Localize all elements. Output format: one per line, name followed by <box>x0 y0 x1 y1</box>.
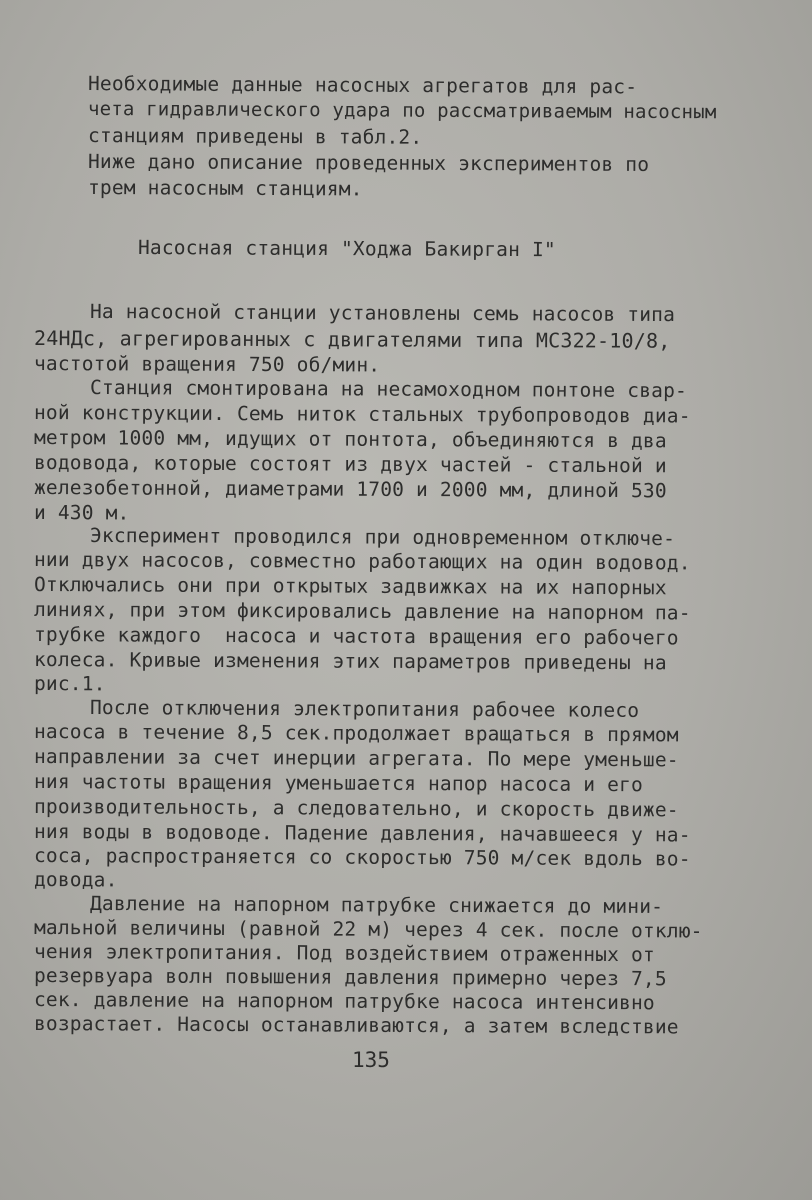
paragraph-4-line-1: После отключения электропитания рабочее колесо <box>89 696 640 722</box>
paragraph-4-line-7: соса, распространяется со скоростью 750 м/сек вдоль во- <box>33 844 691 871</box>
intro-line-1: Необходимые данные насосных агрегатов для рас- <box>87 72 638 99</box>
paragraph-3-line-1: Эксперимент проводился при одновременном отключе- <box>89 524 676 551</box>
paragraph-5-line-6: возрастает. Насосы останавливаются, а затем вследствие <box>33 1012 679 1039</box>
paragraph-1-line-2: 24НДс, агрегированных с двигателями типа МС322-10/8, <box>33 326 671 353</box>
intro-line-2: чета гидравлического удара по рассматриваемым насосным <box>87 98 717 124</box>
paragraph-5-line-1: Давление на напорном патрубке снижается до мини- <box>89 892 664 919</box>
paragraph-4-line-3: направлении за счет инерции агрегата. По мере уменьше- <box>33 745 679 772</box>
paragraph-4-line-8: довода. <box>33 868 118 892</box>
paragraph-3-line-2: нии двух насосов, совместно работающих на один водовод. <box>33 548 691 575</box>
paragraph-2-line-5: железобетонной, диаметрами 1700 и 2000 мм, длиной 530 <box>33 476 667 503</box>
paragraph-2-line-1: Станция смонтирована на несамоходном понтоне свар- <box>89 376 688 403</box>
paragraph-2-line-4: водовода, которые состоят из двух частей - стальной и <box>33 451 667 478</box>
paragraph-3-line-5: трубке каждого насоса и частота вращения его рабочего <box>33 623 679 650</box>
paragraph-5-line-3: чения электропитания. Под воздействием отраженных от <box>33 940 655 967</box>
paragraph-2-line-2: ной конструкции. Семь ниток стальных трубопроводов диа- <box>33 401 691 428</box>
intro-line-4: Ниже дано описание проведенных экспериментов по <box>87 150 650 176</box>
paragraph-3-line-6: колеса. Кривые изменения этих параметров приведены на <box>33 648 667 675</box>
intro-line-5: трем насосным станциям. <box>87 176 363 201</box>
paragraph-2-line-6: и 430 м. <box>33 501 130 525</box>
page-number: 135 <box>352 1048 390 1072</box>
paragraph-4-line-4: ния частоты вращения уменьшается напор насоса и его <box>33 770 644 797</box>
paragraph-4-line-6: ния воды в водоводе. Падение давления, начавшееся у на- <box>33 820 691 847</box>
paragraph-3-line-7: рис.1. <box>33 672 106 696</box>
paragraph-1-line-3: частотой вращения 750 об/мин. <box>33 352 381 377</box>
paragraph-3-line-3: Отключались они при открытых задвижках на их напорных <box>33 573 667 600</box>
section-title: Насосная станция "Ходжа Бакирган I" <box>137 236 556 262</box>
paragraph-2-line-3: метром 1000 мм, идущих от понтота, объединяются в два <box>33 426 667 453</box>
intro-line-3: станциям приведены в табл.2. <box>87 124 423 149</box>
paragraph-5-line-5: сек. давление на напорном патрубке насоса интенсивно <box>33 988 655 1015</box>
paragraph-5-line-4: резервуара волн повышения давления примерно через 7,5 <box>33 964 667 991</box>
paragraph-4-line-5: производительность, а следовательно, и скорость движе- <box>33 795 679 822</box>
paragraph-4-line-2: насоса в течение 8,5 сек.продолжает вращаться в прямом <box>33 720 679 747</box>
paragraph-3-line-4: линиях, при этом фиксировались давление на напорном па- <box>33 598 691 625</box>
paragraph-1-line-1: На насосной станции установлены семь насосов типа <box>89 300 676 327</box>
paragraph-5-line-2: мальной величины (равной 22 м) через 4 сек. после отклю- <box>33 916 703 943</box>
